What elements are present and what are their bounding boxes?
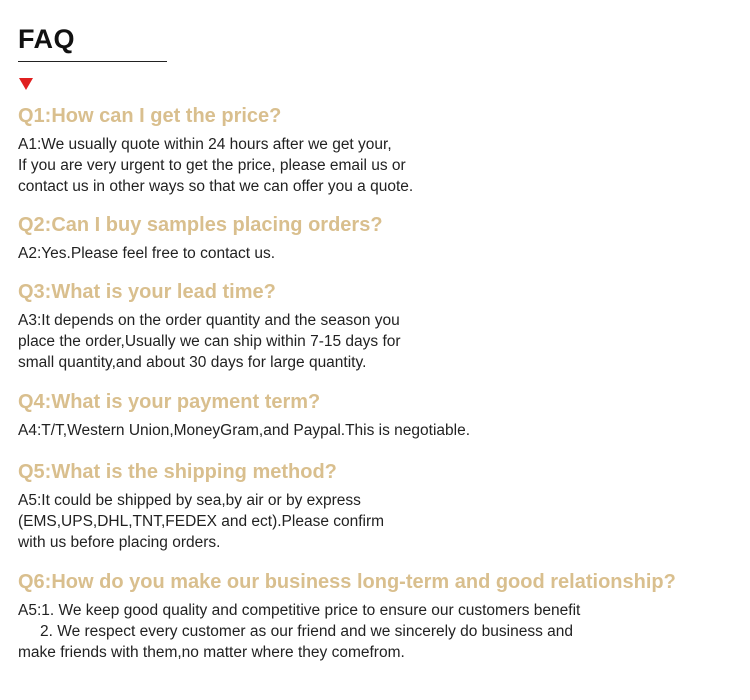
answer-line: If you are very urgent to get the price, please email us or (18, 157, 406, 174)
answer-3 (18, 310, 743, 373)
answer-line: 2. We respect every customer as our friend and we sincerely do business and (40, 623, 574, 640)
title-underline (18, 61, 167, 62)
question-1: Q1:How can I get the price? (18, 105, 282, 127)
faq-item-5 (18, 460, 743, 553)
triangle-down-icon (19, 78, 33, 90)
answer-line: (EMS,UPS,DHL,TNT,FEDEX and ect).Please confirm (18, 513, 385, 530)
answer-line: A2:Yes.Please feel free to contact us. (18, 245, 276, 262)
answer-line: small quantity,and about 30 days for large quantity. (18, 354, 367, 371)
answer-4 (18, 420, 743, 441)
answer-line: place the order,Usually we can ship within 7-15 days for (18, 333, 401, 350)
answer-line: A5:1. We keep good quality and competitive price to ensure our customers benefit (18, 602, 581, 619)
answer-line: contact us in other ways so that we can offer you a quote. (18, 178, 414, 195)
answer-line: A4:T/T,Western Union,MoneyGram,and Paypal.This is negotiable. (18, 422, 471, 439)
answer-line: A3:It depends on the order quantity and the season you (18, 312, 400, 329)
answer-line: make friends with them,no matter where they comefrom. (18, 644, 405, 661)
question-2: Q2:Can I buy samples placing orders? (18, 214, 383, 236)
faq-item-1 (18, 104, 743, 197)
answer-1 (18, 134, 743, 197)
page-title: FAQ (18, 24, 76, 54)
question-3: Q3:What is your lead time? (18, 281, 276, 303)
faq-item-2 (18, 213, 743, 264)
faq-item-4 (18, 390, 743, 441)
answer-line: with us before placing orders. (18, 534, 221, 551)
question-5: Q5:What is the shipping method? (18, 461, 337, 483)
answer-line: A5:It could be shipped by sea,by air or by express (18, 492, 361, 509)
answer-2 (18, 243, 743, 264)
faq-item-6 (18, 570, 743, 663)
question-4: Q4:What is your payment term? (18, 391, 321, 413)
answer-6 (18, 600, 743, 663)
faq-item-3 (18, 280, 743, 373)
question-6: Q6:How do you make our business long-term and good relationship? (18, 571, 676, 593)
answer-5 (18, 490, 743, 553)
answer-line: A1:We usually quote within 24 hours after we get your, (18, 136, 392, 153)
